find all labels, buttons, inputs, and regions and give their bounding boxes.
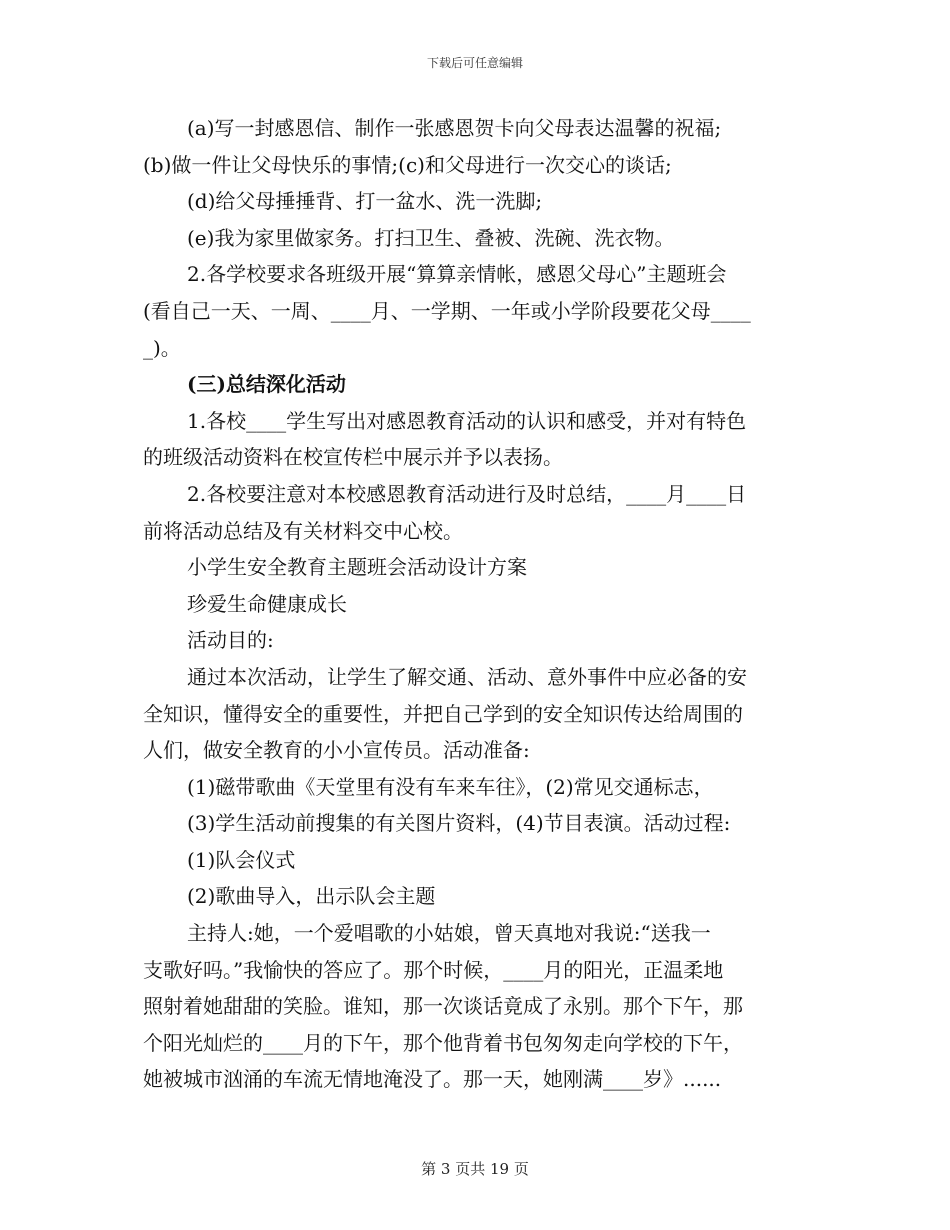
plan-subtitle: 珍爱生命健康成长 [187, 591, 347, 616]
text-line: (看自己一天、一周、____月、一学期、一年或小学阶段要花父母____ [143, 298, 751, 323]
text-line: (1)队会仪式 [187, 847, 296, 872]
page-header: 下载后可任意编辑 [426, 56, 523, 70]
text-line: 主持人:她，一个爱唱歌的小姑娘，曾天真地对我说:“送我一 [187, 921, 711, 946]
text-line: (1)磁带歌曲《天堂里有没有车来车往》，(2)常见交通标志， [187, 774, 714, 799]
text-line: (a)写一封感恩信、制作一张感恩贺卡向父母表达温馨的祝福; [187, 116, 722, 140]
text-line: 活动目的: [187, 628, 274, 653]
text-line: 2.各校要注意对本校感恩教育活动进行及时总结，____月____日 [187, 481, 747, 506]
text-line: (d)给父母捶捶背、打一盆水、洗一洗脚; [187, 189, 543, 214]
text-line: 照射着她甜甜的笑脸。谁知，那一次谈话竟成了永别。那个下午，那 [143, 994, 743, 1019]
document-body [143, 110, 803, 1098]
text-line: 全知识，懂得安全的重要性，并把自己学到的安全知识传达给周围的 [143, 701, 743, 726]
text-line: 她被城市汹涌的车流无情地淹没了。那一天，她刚满____岁》...... [143, 1067, 722, 1092]
plan-title: 小学生安全教育主题班会活动设计方案 [187, 555, 527, 580]
text-line: 人们，做安全教育的小小宣传员。活动准备: [143, 738, 530, 763]
text-line: 的班级活动资料在校宣传栏中展示并予以表扬。 [143, 445, 563, 470]
text-line: (3)学生活动前搜集的有关图片资料，(4)节目表演。活动过程: [187, 811, 731, 836]
text-line: (2)歌曲导入，出示队会主题 [187, 884, 436, 909]
text-line: 支歌好吗。”我愉快的答应了。那个时候，____月的阳光，正温柔地 [143, 957, 724, 982]
text-line: 1.各校____学生写出对感恩教育活动的认识和感受，并对有特色 [187, 408, 747, 433]
text-line: (b)做一件让父母快乐的事情;(c)和父母进行一次交心的谈话; [143, 152, 672, 177]
section-heading: (三)总结深化活动 [187, 372, 346, 397]
text-line: 个阳光灿烂的____月的下午，那个他背着书包匆匆走向学校的下午， [143, 1030, 743, 1055]
text-line: 2.各学校要求各班级开展“算算亲情帐，感恩父母心”主题班会 [187, 262, 727, 287]
text-line: _)。 [143, 335, 181, 360]
page-footer: 第 3 页共 19 页 [421, 1160, 529, 1178]
text-line: (e)我为家里做家务。打扫卫生、叠被、洗碗、洗衣物。 [187, 225, 675, 250]
text-line: 通过本次活动，让学生了解交通、活动、意外事件中应必备的安 [187, 664, 747, 689]
text-line: 前将活动总结及有关材料交中心校。 [143, 518, 463, 543]
